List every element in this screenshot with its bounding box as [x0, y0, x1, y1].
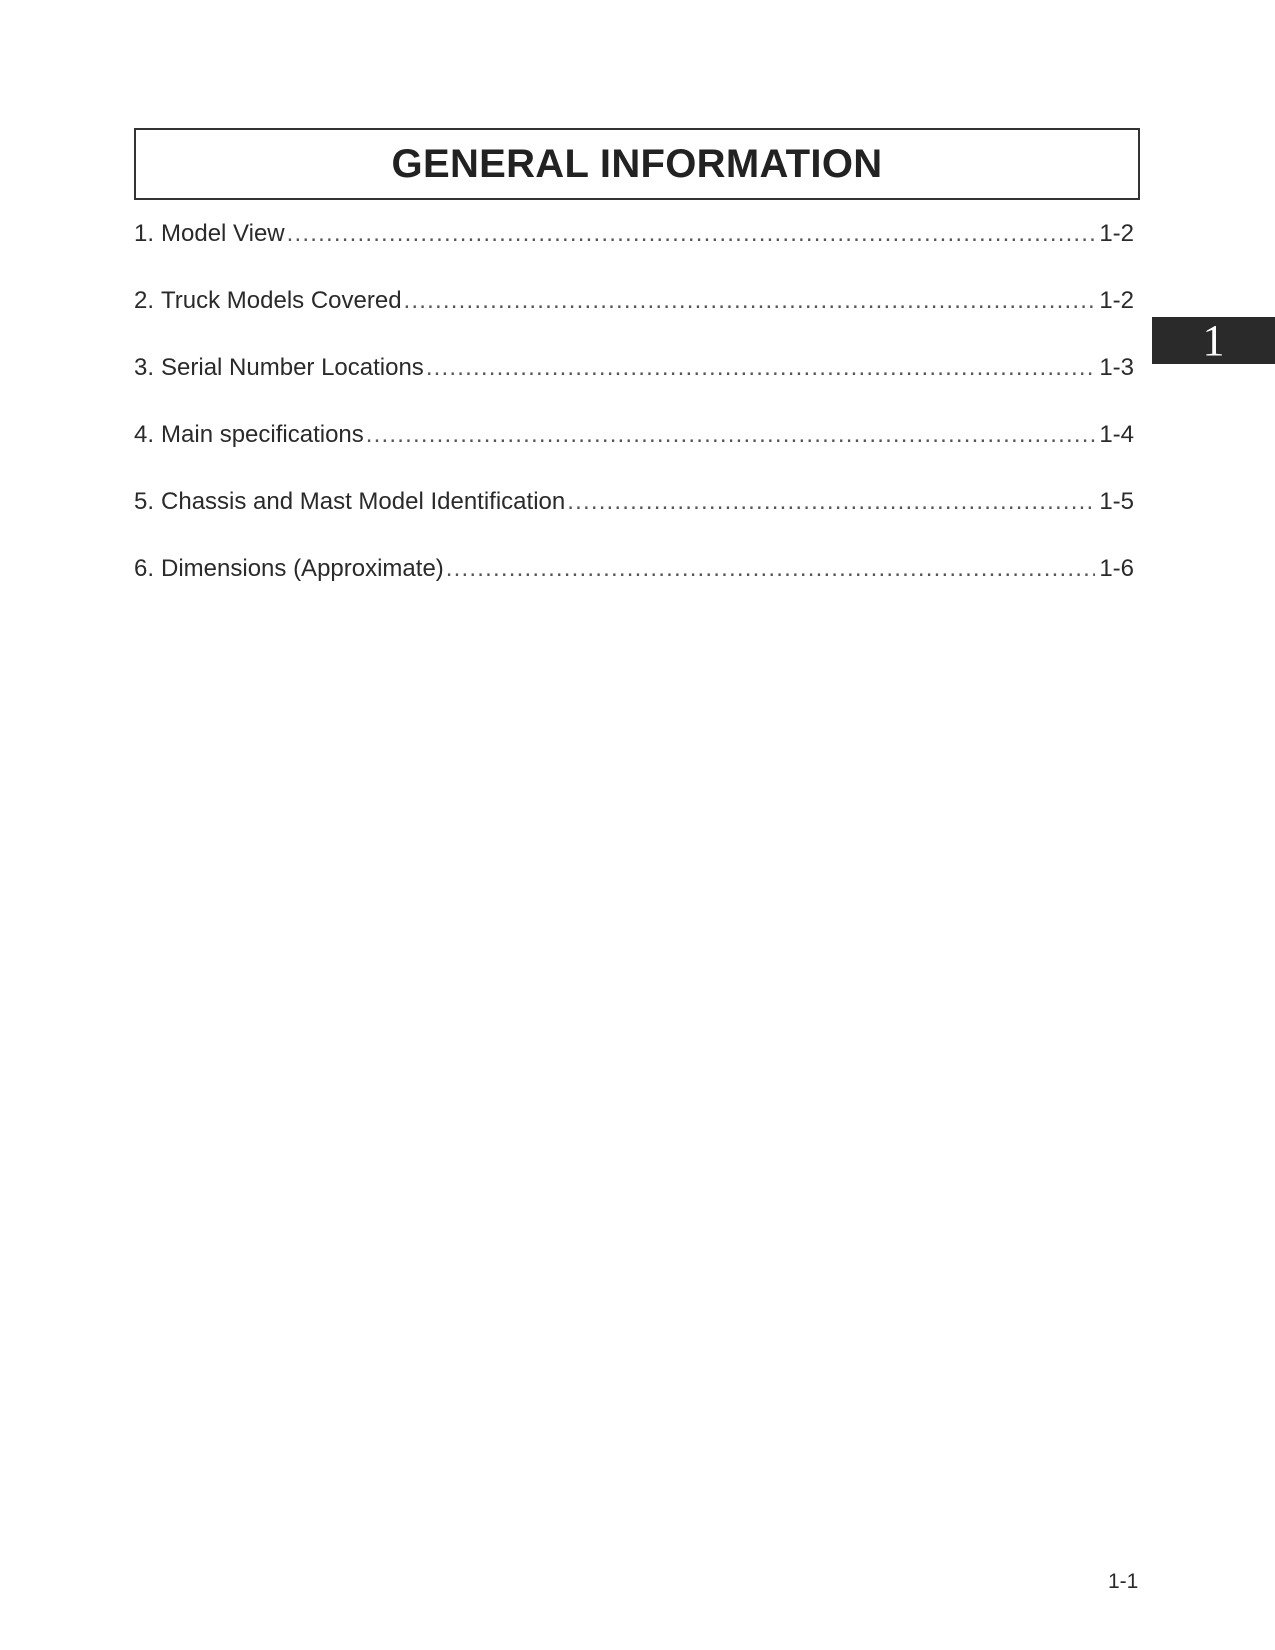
toc-entry-page: 1-6: [1099, 555, 1134, 582]
toc-entry-number: 6.: [134, 555, 155, 582]
title-box: [134, 128, 1140, 200]
toc-entry-dimensions[interactable]: [134, 555, 1134, 622]
toc-entry-page: 1-3: [1099, 354, 1134, 381]
toc-entry-serial-number-locations[interactable]: [134, 354, 1134, 421]
dot-leader: [446, 555, 1096, 583]
toc-entry-chassis-mast-identification[interactable]: [134, 488, 1134, 555]
chapter-tab-number: 1: [1202, 315, 1225, 365]
toc-entry-label: Model View: [161, 220, 285, 247]
toc-entry-main-specifications[interactable]: [134, 421, 1134, 488]
toc-entry-number: 2.: [134, 287, 155, 314]
chapter-tab: [1152, 317, 1275, 364]
toc-entry-number: 5.: [134, 488, 155, 515]
toc-entry-page: 1-4: [1099, 421, 1134, 448]
dot-leader: [366, 421, 1096, 449]
toc-entry-page: 1-2: [1099, 220, 1134, 247]
toc-entry-number: 4.: [134, 421, 155, 448]
toc-entry-truck-models-covered[interactable]: [134, 287, 1134, 354]
toc-entry-number: 3.: [134, 354, 155, 381]
table-of-contents: [134, 220, 1134, 622]
dot-leader: [426, 354, 1096, 382]
dot-leader: [567, 488, 1095, 516]
page-number: 1-1: [1108, 1570, 1139, 1593]
toc-entry-label: Truck Models Covered: [161, 287, 402, 314]
toc-entry-label: Serial Number Locations: [161, 354, 424, 381]
toc-entry-label: Dimensions (Approximate): [161, 555, 444, 582]
dot-leader: [287, 220, 1096, 248]
toc-entry-model-view[interactable]: [134, 220, 1134, 287]
toc-entry-number: 1.: [134, 220, 155, 247]
dot-leader: [404, 287, 1096, 315]
toc-entry-page: 1-2: [1099, 287, 1134, 314]
toc-entry-label: Main specifications: [161, 421, 364, 448]
toc-entry-page: 1-5: [1099, 488, 1134, 515]
toc-entry-label: Chassis and Mast Model Identification: [161, 488, 566, 515]
page-title: GENERAL INFORMATION: [391, 141, 883, 186]
